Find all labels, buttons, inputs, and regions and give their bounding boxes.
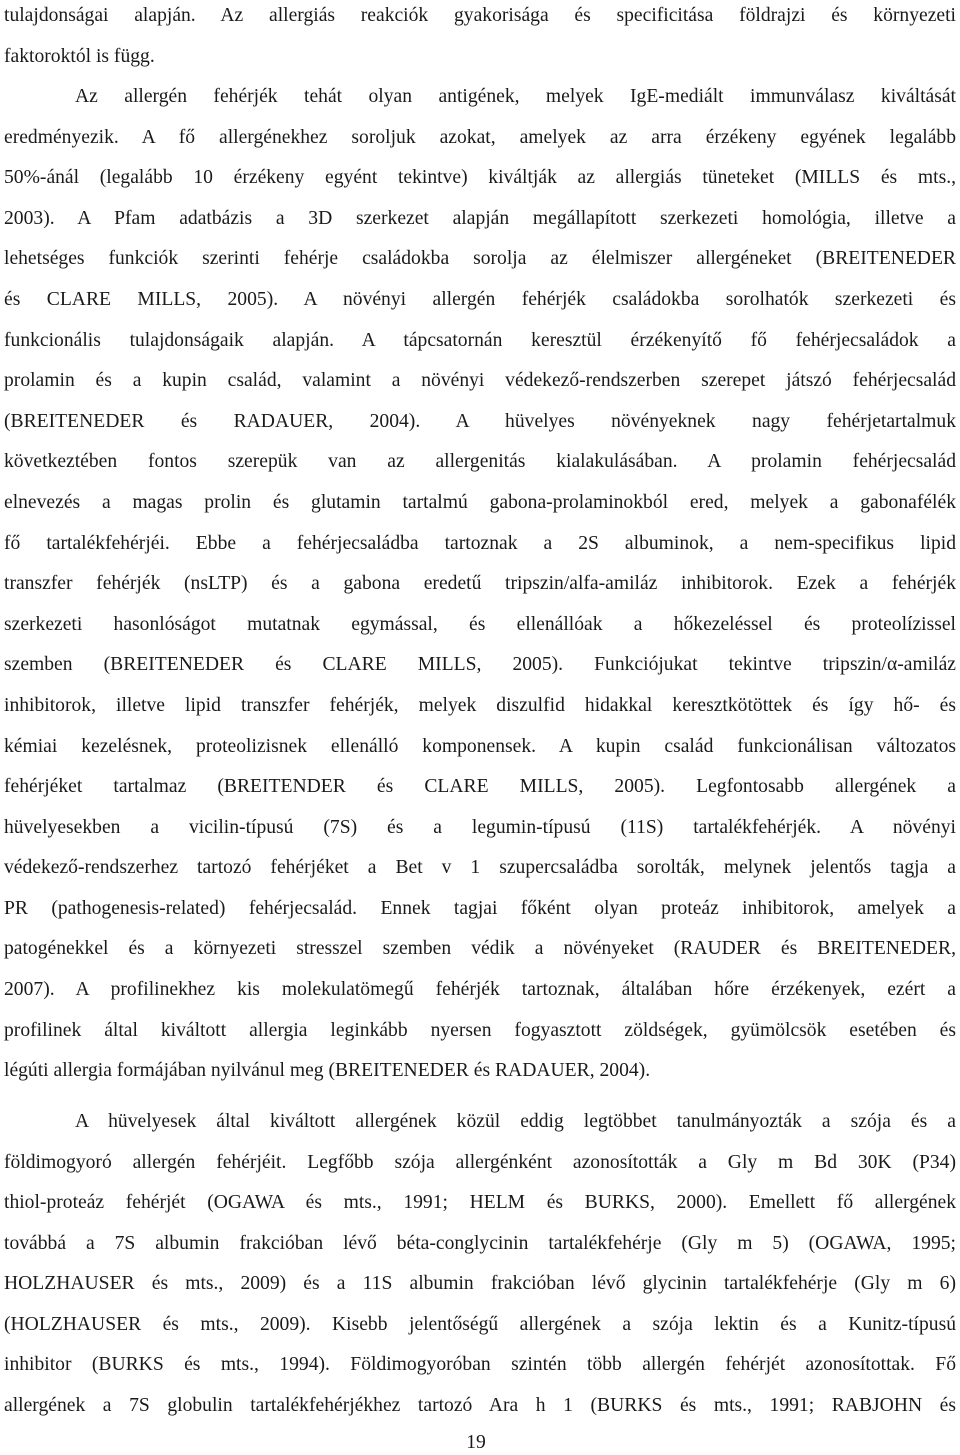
body-line: inhibitor (BURKS és mts., 1994). Földimogyoróban szintén több allergén fehérjét azonosítottak. Fő <box>4 1354 956 1375</box>
body-line: és CLARE MILLS, 2005). A növényi allergén fehérjék családokba sorolhatók szerkezeti és <box>4 289 956 310</box>
body-line: fő tartalékfehérjéi. Ebbe a fehérjecsaládba tartoznak a 2S albuminok, a nem-specifikus lipid <box>4 533 956 554</box>
body-line: tulajdonságai alapján. Az allergiás reakciók gyakorisága és specificitása földrajzi és környezeti <box>4 5 956 26</box>
body-line: transzfer fehérjék (nsLTP) és a gabona eredetű tripszin/alfa-amiláz inhibitorok. Ezek a fehérjék <box>4 573 956 594</box>
body-line: allergének a 7S globulin tartalékfehérjékhez tartozó Ara h 1 (BURKS és mts., 1991; RABJOHN és <box>4 1395 956 1416</box>
body-line: faktoroktól is függ. <box>4 46 155 67</box>
body-line: thiol-proteáz fehérjét (OGAWA és mts., 1991; HELM és BURKS, 2000). Emellett fő allergének <box>4 1192 956 1213</box>
body-line: elnevezés a magas prolin és glutamin tartalmú gabona-prolaminokból ered, melyek a gabonafélék <box>4 492 956 513</box>
body-line: (BREITENEDER és RADAUER, 2004). A hüvelyes növényeknek nagy fehérjetartalmuk <box>4 411 956 432</box>
body-line: 2007). A profilinekhez kis molekulatömegű fehérjék tartoznak, általában hőre érzékenyek, ezért a <box>4 979 956 1000</box>
body-line: eredményezik. A fő allergénekhez soroljuk azokat, amelyek az arra érzékeny egyének legalább <box>4 127 956 148</box>
body-line: földimogyoró allergén fehérjéit. Legfőbb szója allergénként azonosították a Gly m Bd 30K (P34) <box>4 1152 956 1173</box>
body-line: (HOLZHAUSER és mts., 2009). Kisebb jelentőségű allergének a szója lektin és a Kunitz-típusú <box>4 1314 956 1335</box>
body-line: Az allergén fehérjék tehát olyan antigének, melyek IgE-mediált immunválasz kiváltását <box>75 86 956 107</box>
body-line: inhibitorok, illetve lipid transzfer fehérjék, melyek diszulfid hidakkal keresztkötöttek és így hő- és <box>4 695 956 716</box>
body-line: patogénekkel és a környezeti stresszel szemben védik a növényeket (RAUDER és BREITENEDER, <box>4 938 956 959</box>
body-line: szerkezeti hasonlóságot mutatnak egymással, és ellenállóak a hőkezeléssel és proteolízissel <box>4 614 956 635</box>
body-line: A hüvelyesek által kiváltott allergének közül eddig legtöbbet tanulmányozták a szója és a <box>75 1111 956 1132</box>
body-line: 50%-ánál (legalább 10 érzékeny egyént tekintve) kiváltják az allergiás tüneteket (MILLS és mts., <box>4 167 956 188</box>
body-line: profilinek által kiváltott allergia leginkább nyersen fogyasztott zöldségek, gyümölcsök esetében és <box>4 1020 956 1041</box>
body-line: légúti allergia formájában nyilvánul meg (BREITENEDER és RADAUER, 2004). <box>4 1060 651 1081</box>
body-line: lehetséges funkciók szerinti fehérje családokba sorolja az élelmiszer allergéneket (BREITENEDER <box>4 248 956 269</box>
document-page <box>4 0 956 1455</box>
body-line: 2003). A Pfam adatbázis a 3D szerkezet alapján megállapított szerkezeti homológia, illetve a <box>4 208 956 229</box>
body-line: prolamin és a kupin család, valamint a növényi védekező-rendszerben szerepet játszó fehérjecsalád <box>4 370 956 391</box>
body-line: védekező-rendszerhez tartozó fehérjéket a Bet v 1 szupercsaládba sorolták, melynek jelentős tagja a <box>4 857 956 878</box>
body-line: funkcionális tulajdonságaik alapján. A tápcsatornán keresztül érzékenyítő fő fehérjecsaládok a <box>4 330 956 351</box>
body-line: továbbá a 7S albumin frakcióban lévő béta-conglycinin tartalékfehérje (Gly m 5) (OGAWA, 1995; <box>4 1233 956 1254</box>
body-line: kémiai kezelésnek, proteolizisnek ellenálló komponensek. A kupin család funkcionálisan változatos <box>4 736 956 757</box>
body-line: következtében fontos szerepük van az allergenitás kialakulásában. A prolamin fehérjecsalád <box>4 451 956 472</box>
body-line: PR (pathogenesis-related) fehérjecsalád. Ennek tagjai főként olyan proteáz inhibitorok, amelyek a <box>4 898 956 919</box>
body-line: szemben (BREITENEDER és CLARE MILLS, 2005). Funkciójukat tekintve tripszin/α-amiláz <box>4 654 956 675</box>
page-number: 19 <box>466 1432 486 1453</box>
body-line: hüvelyesekben a vicilin-típusú (7S) és a legumin-típusú (11S) tartalékfehérjék. A növényi <box>4 817 956 838</box>
body-line: fehérjéket tartalmaz (BREITENDER és CLARE MILLS, 2005). Legfontosabb allergének a <box>4 776 956 797</box>
body-line: HOLZHAUSER és mts., 2009) és a 11S albumin frakcióban lévő glycinin tartalékfehérje (Gly m 6) <box>4 1273 956 1294</box>
